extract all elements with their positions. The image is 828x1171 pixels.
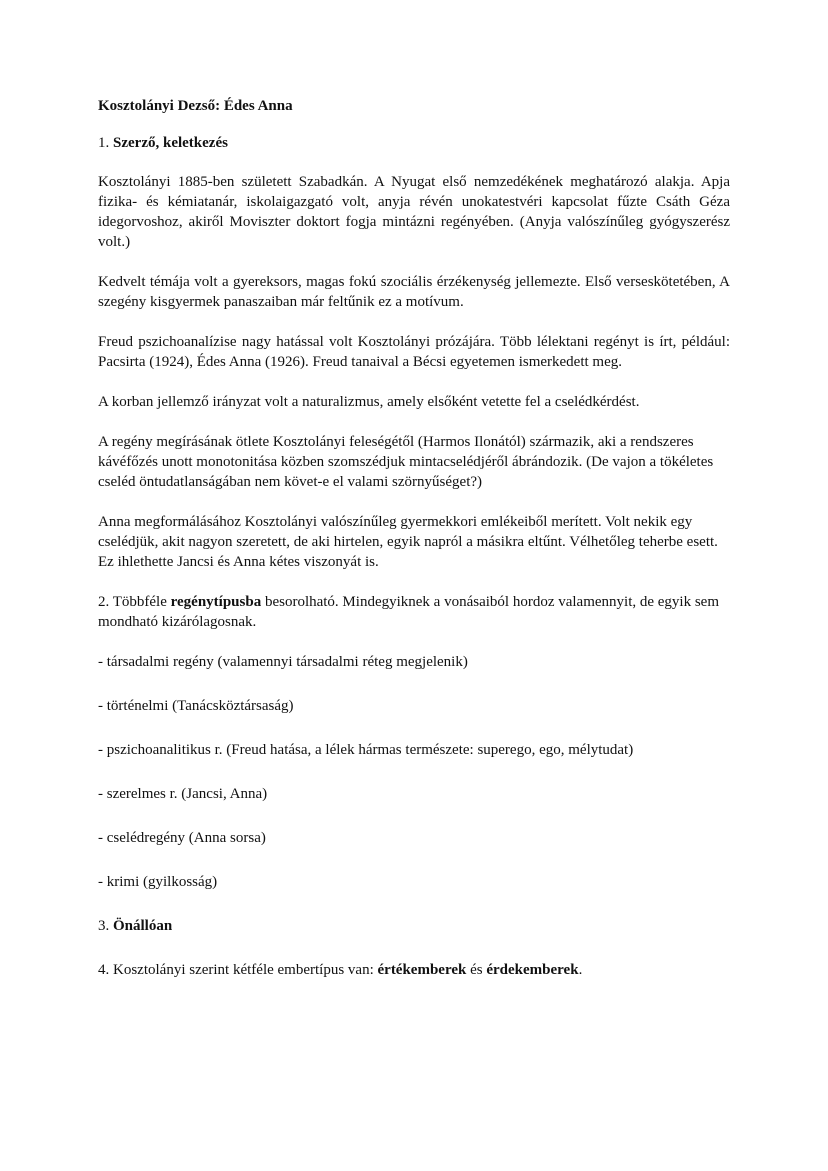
novel-type-item: - pszichoanalitikus r. (Freud hatása, a lélek hármas természete: superego, ego, mélytudat) xyxy=(98,742,634,758)
paragraph-anna-inspiration: Anna megformálásához Kosztolányi valószínűleg gyermekkori emlékeiből merített. Volt nekik egy cselédjük, akit nagyon szeretett, de aki hirtelen, egyik napról a másikra eltűnt. Vélhetőleg teherbe esett. Ez ihlethette Jancsi és Anna kétes viszonyát is. xyxy=(98,514,718,570)
section-1-heading xyxy=(98,133,730,153)
section-2-number: 2. Többféle xyxy=(98,594,171,610)
section-4-keyword-1: értékemberek xyxy=(377,962,467,978)
section-1-title: Szerző, keletkezés xyxy=(113,135,228,151)
section-4-suffix: . xyxy=(578,962,583,978)
novel-type-item: - cselédregény (Anna sorsa) xyxy=(98,830,266,846)
paragraph-author-bio: Kosztolányi 1885-ben született Szabadkán. A Nyugat első nemzedékének meghatározó alakja. Apja fizika- és kémiatanár, iskolaigazgató volt, anyja révén unokatestvéri kapcsolat fűzte Csáth Géza idegorvoshoz, akiről Moviszter doktort fogja mintázni regényében. (Anyja valószínűleg gyógyszerész volt.) xyxy=(98,174,730,250)
novel-type-item: - szerelmes r. (Jancsi, Anna) xyxy=(98,786,268,802)
novel-type-item: - társadalmi regény (valamennyi társadalmi réteg megjelenik) xyxy=(98,654,468,670)
section-4-paragraph xyxy=(98,960,730,980)
section-2-text: besorolható. Mindegyiknek a vonásaiból hordoz valamennyit, de egyik sem mondható kizárólagosnak. xyxy=(98,594,720,630)
section-4-keyword-2: érdekemberek xyxy=(486,962,579,978)
section-3-title: Önállóan xyxy=(113,918,173,934)
section-1-number: 1. xyxy=(98,135,113,151)
paragraph-naturalism: A korban jellemző irányzat volt a naturalizmus, amely elsőként vetette fel a cselédkérdést. xyxy=(98,394,640,410)
novel-type-item: - krimi (gyilkosság) xyxy=(98,874,218,890)
paragraph-favorite-theme: Kedvelt témája volt a gyereksors, magas fokú szociális érzékenység jellemezte. Első verseskötetében, A szegény kisgyermek panaszaiban már feltűnik ez a motívum. xyxy=(98,274,730,310)
novel-type-item: - történelmi (Tanácsköztársaság) xyxy=(98,698,294,714)
paragraph-freud: Freud pszichoanalízise nagy hatással volt Kosztolányi prózájára. Több lélektani regényt is írt, például: Pacsirta (1924), Édes Anna (1926). Freud tanaival a Bécsi egyetemen ismerkedett meg. xyxy=(98,334,730,370)
section-4-middle: és xyxy=(466,962,487,978)
document-page xyxy=(98,96,730,1000)
section-3-heading xyxy=(98,916,730,936)
section-4-prefix: 4. Kosztolányi szerint kétféle embertípus van: xyxy=(98,962,378,978)
section-2-keyword: regénytípusba xyxy=(170,594,262,610)
section-3-number: 3. xyxy=(98,918,113,934)
section-2-paragraph xyxy=(98,592,730,632)
paragraph-novel-idea: A regény megírásának ötlete Kosztolányi feleségétől (Harmos Ilonától) származik, aki a rendszeres kávéfőzés unott monotonitása közben szomszédjuk mintacselédjéről ábrándozik. (De vajon a tökéletes cseléd öntudatlanságában nem követ-e el valami szörnyűséget?) xyxy=(98,434,714,490)
document-title: Kosztolányi Dezső: Édes Anna xyxy=(98,98,293,114)
